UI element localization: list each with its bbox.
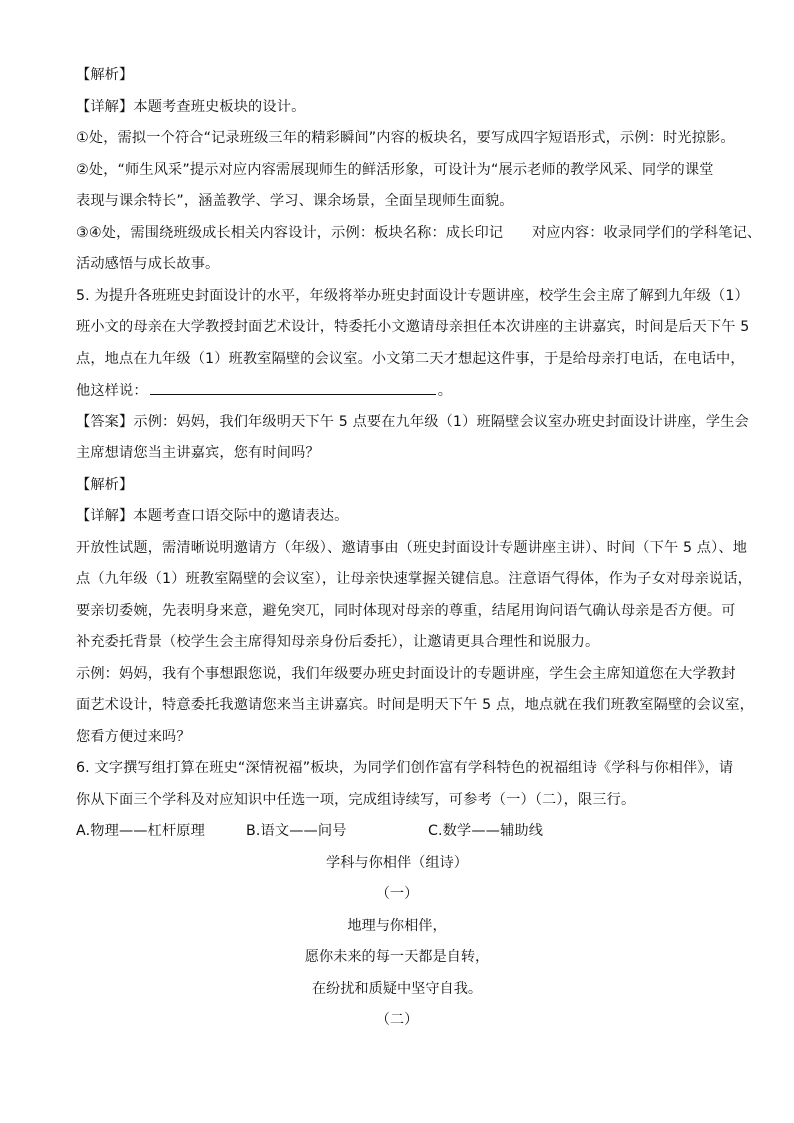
option-a: A.物理——杠杆原理 bbox=[76, 823, 205, 839]
line-prefix: 他这样说： bbox=[76, 383, 148, 399]
question-6-line: 6. 文字撰写组打算在班史“深情祝福”板块，为同学们创作富有学科特色的祝福组诗《学科与你相伴》，请 bbox=[76, 760, 734, 776]
analysis-heading: 【解析】 bbox=[76, 477, 134, 493]
paragraph-line: 要亲切委婉，先表明身来意，避免突兀，同时体现对母亲的尊重，结尾用询问语气确认母亲是否方便。可 bbox=[76, 603, 736, 619]
question-5-line: 班小文的母亲在大学教授封面艺术设计，特委托小文邀请母亲担任本次讲座的主讲嘉宾，时间是后天下午 5 bbox=[76, 319, 750, 335]
detail-line: 【详解】本题考查口语交际中的邀请表达。 bbox=[76, 508, 349, 524]
answer-blank bbox=[150, 380, 436, 395]
question-5-answer-line bbox=[76, 380, 452, 401]
paragraph-line: 点（九年级（1）班教室隔壁的会议室），让母亲快速掌握关键信息。注意语气得体，作为子女对母亲说话， bbox=[76, 571, 752, 587]
poem-part-label: （二） bbox=[375, 1012, 419, 1028]
paragraph-line: 补充委托背景（校学生会主席得知母亲身份后委托），让邀请更具合理性和说服力。 bbox=[76, 634, 600, 650]
detail-line: 【详解】本题考查班史板块的设计。 bbox=[76, 99, 306, 115]
paragraph-line: ②处，“师生风采”提示对应内容需展现师生的鲜活形象，可设计为“展示老师的教学风采、同学的课堂 bbox=[76, 162, 714, 178]
option-c: C.数学——辅助线 bbox=[428, 823, 544, 839]
poem-part-label: （一） bbox=[375, 886, 419, 902]
question-5-line: 点，地点在九年级（1）班教室隔壁的会议室。小文第二天才想起这件事，于是给母亲打电话，在电话中， bbox=[76, 351, 745, 367]
paragraph-line: 开放性试题，需清晰说明邀请方（年级）、邀请事由（班史封面设计专题讲座主讲）、时间（下午 5 点）、地 bbox=[76, 540, 748, 556]
line-suffix: 。 bbox=[437, 383, 453, 399]
example-line: 您看方便过来吗？ bbox=[76, 729, 191, 745]
example-line: 示例：妈妈，我有个事想跟您说，我们年级要办班史封面设计的专题讲座，学生会主席知道您在大学教封 bbox=[76, 666, 736, 682]
example-line: 面艺术设计，特意委托我邀请您来当主讲嘉宾。时间是明天下午 5 点，地点就在我们班教室隔壁的会议室， bbox=[76, 697, 755, 713]
options-row bbox=[76, 821, 543, 841]
option-b: B.语文——问号 bbox=[246, 823, 347, 839]
answer-line: 主席想请您当主讲嘉宾，您有时间吗？ bbox=[76, 445, 320, 461]
paragraph-line: ③④处，需围绕班级成长相关内容设计，示例：板块名称：成长印记 对应内容：收录同学们的学科笔记、 bbox=[76, 225, 762, 241]
analysis-heading: 【解析】 bbox=[76, 67, 134, 83]
poem-line: 在纷扰和质疑中坚守自我。 bbox=[311, 981, 483, 997]
paragraph-line: 表现与课余特长”，涵盖教学、学习、课余场景，全面呈现师生面貌。 bbox=[76, 193, 514, 209]
answer-line: 【答案】示例：妈妈，我们年级明天下午 5 点要在九年级（1）班隔壁会议室办班史封面设计讲座，学生会 bbox=[76, 414, 749, 430]
poem-line: 愿你未来的每一天都是自转， bbox=[304, 949, 490, 965]
paragraph-line: 活动感悟与成长故事。 bbox=[76, 256, 220, 272]
question-5-line: 5. 为提升各班班史封面设计的水平，年级将举办班史封面设计专题讲座，校学生会主席了解到九年级（1） bbox=[76, 288, 749, 304]
poem-line: 地理与你相伴， bbox=[347, 918, 447, 934]
poem-title: 学科与你相伴（组诗） bbox=[326, 855, 468, 871]
question-6-line: 你从下面三个学科及对应知识中任选一项，完成组诗续写，可参考（一）（二），限三行。 bbox=[76, 792, 636, 808]
paragraph-line: ①处，需拟一个符合“记录班级三年的精彩瞬间”内容的板块名，要写成四字短语形式，示例：时光掠影。 bbox=[76, 130, 735, 146]
